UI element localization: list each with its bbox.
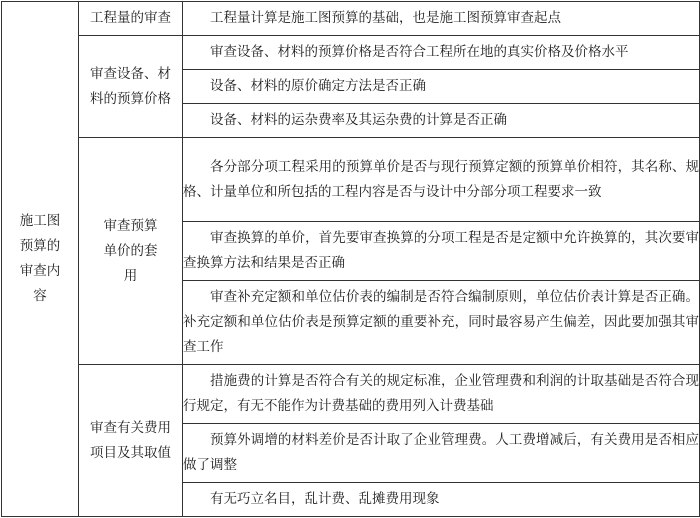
content-cell <box>183 138 700 222</box>
group-label-prices: 审查设备、材料的预算价格 <box>90 65 171 107</box>
content-cell <box>183 104 700 138</box>
content-cell <box>183 281 700 365</box>
content-cell <box>183 424 700 483</box>
content-cell <box>183 36 700 70</box>
table-row <box>2 365 700 424</box>
group-label-unit-price: 审查预算单价的套用 <box>103 217 158 284</box>
content-text: 审查补充定额和单位估价表的编制是否符合编制原则，单位估价表计算是否正确。补充定额和单位估价表是预算定额的重要补充，同时最容易产生偏差，因此要加强其审查工作 <box>183 289 699 355</box>
content-cell <box>183 2 700 36</box>
group-label-cell <box>79 365 183 517</box>
content-text: 各分部分项工程采用的预算单价是否与现行预算定额的预算单价相符，其名称、规格、计量单位和所包括的工程内容是否与设计中分部分项工程要求一致 <box>183 158 699 200</box>
group-label-quantity: 工程量的审查 <box>90 10 171 26</box>
content-cell <box>183 483 700 517</box>
group-label-cell <box>79 2 183 36</box>
content-cell <box>183 365 700 424</box>
table-row <box>2 138 700 222</box>
content-text: 工程量计算是施工图预算的基础，也是施工图预算审查起点 <box>210 10 561 26</box>
content-text: 有无巧立名目，乱计费、乱摊费用现象 <box>210 491 440 507</box>
content-text: 设备、材料的原价确定方法是否正确 <box>210 78 426 94</box>
content-cell <box>183 222 700 281</box>
content-text: 审查换算的单价，首先要审查换算的分项工程是否是定额中允许换算的，其次要审查换算方法和结果是否正确 <box>183 230 699 271</box>
table-row <box>2 2 700 36</box>
content-cell <box>183 70 700 104</box>
review-content-table <box>1 1 700 517</box>
group-label-cell <box>79 138 183 365</box>
content-text: 措施费的计算是否符合有关的规定标准，企业管理费和利润的计取基础是否符合现行规定，有无不能作为计费基础的费用列入计费基础 <box>183 373 699 414</box>
group-label-cell <box>79 36 183 138</box>
content-text: 审查设备、材料的预算价格是否符合工程所在地的真实价格及价格水平 <box>210 44 629 60</box>
content-text: 预算外调增的材料差价是否计取了企业管理费。人工费增减后，有关费用是否相应做了调整 <box>183 432 699 473</box>
group-label-fees: 审查有关费用项目及其取值 <box>90 419 171 461</box>
main-category-cell <box>2 2 79 517</box>
table-row <box>2 36 700 70</box>
content-text: 设备、材料的运杂费率及其运杂费的计算是否正确 <box>210 112 507 128</box>
main-category-label: 施工图预算的审查内容 <box>19 213 61 304</box>
